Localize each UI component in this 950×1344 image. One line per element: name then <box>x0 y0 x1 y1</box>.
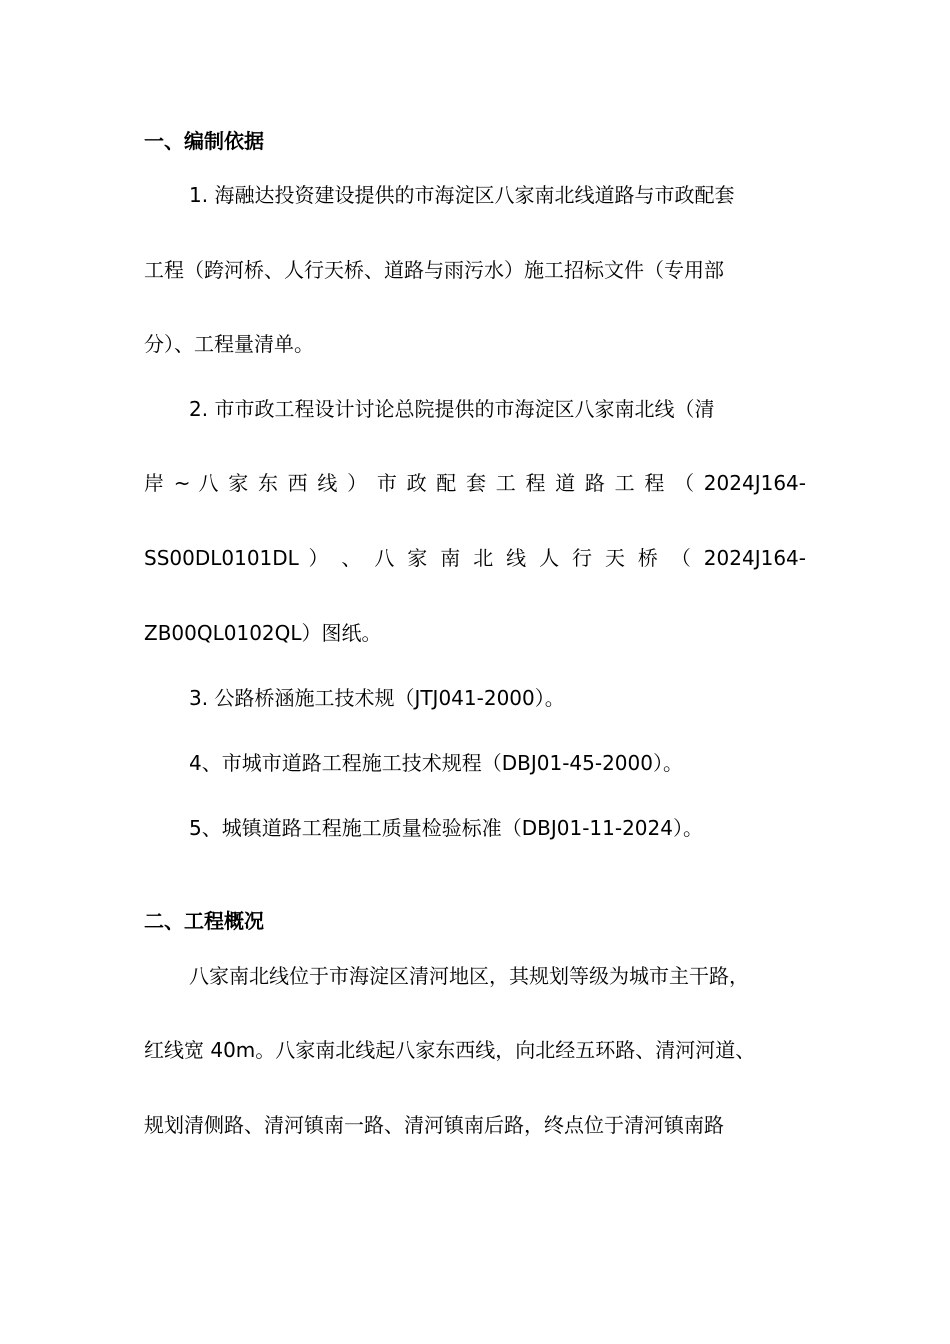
paragraph-line: 规划清侧路、清河镇南一路、清河镇南后路，终点位于清河镇南路 <box>144 1113 724 1137</box>
paragraph-line: 八家南北线位于市海淀区清河地区，其规划等级为城市主干路， <box>189 964 749 988</box>
paragraph-line: 4、市城市道路工程施工技术规程（DBJ01-45-2000）。 <box>189 751 683 775</box>
paragraph-line: 红线宽 40m。八家南北线起八家东西线，向北经五环路、清河河道、 <box>144 1038 756 1062</box>
paragraph-line: 岸 ~ 八 家 东 西 线 ） 市 政 配 套 工 程 道 路 工 程 （ 2024J164- <box>144 471 806 495</box>
paragraph-line: ZB00QL0102QL）图纸。 <box>144 621 382 645</box>
section-heading: 二、工程概况 <box>144 909 264 933</box>
paragraph-line: 3. 公路桥涵施工技术规（JTJ041-2000）。 <box>189 686 565 710</box>
paragraph-line: 2. 市市政工程设计讨论总院提供的市海淀区八家南北线（清 <box>189 397 715 421</box>
section-heading: 一、编制依据 <box>144 129 264 153</box>
paragraph-line: 1. 海融达投资建设提供的市海淀区八家南北线道路与市政配套 <box>189 183 735 207</box>
paragraph-line: SS00DL0101DL ） 、 八 家 南 北 线 人 行 天 桥 （ 2024J164- <box>144 546 806 570</box>
paragraph-line: 分）、工程量清单。 <box>144 332 314 356</box>
paragraph-line: 5、城镇道路工程施工质量检验标准（DBJ01-11-2024）。 <box>189 816 703 840</box>
paragraph-line: 工程（跨河桥、人行天桥、道路与雨污水）施工招标文件（专用部 <box>144 258 724 282</box>
